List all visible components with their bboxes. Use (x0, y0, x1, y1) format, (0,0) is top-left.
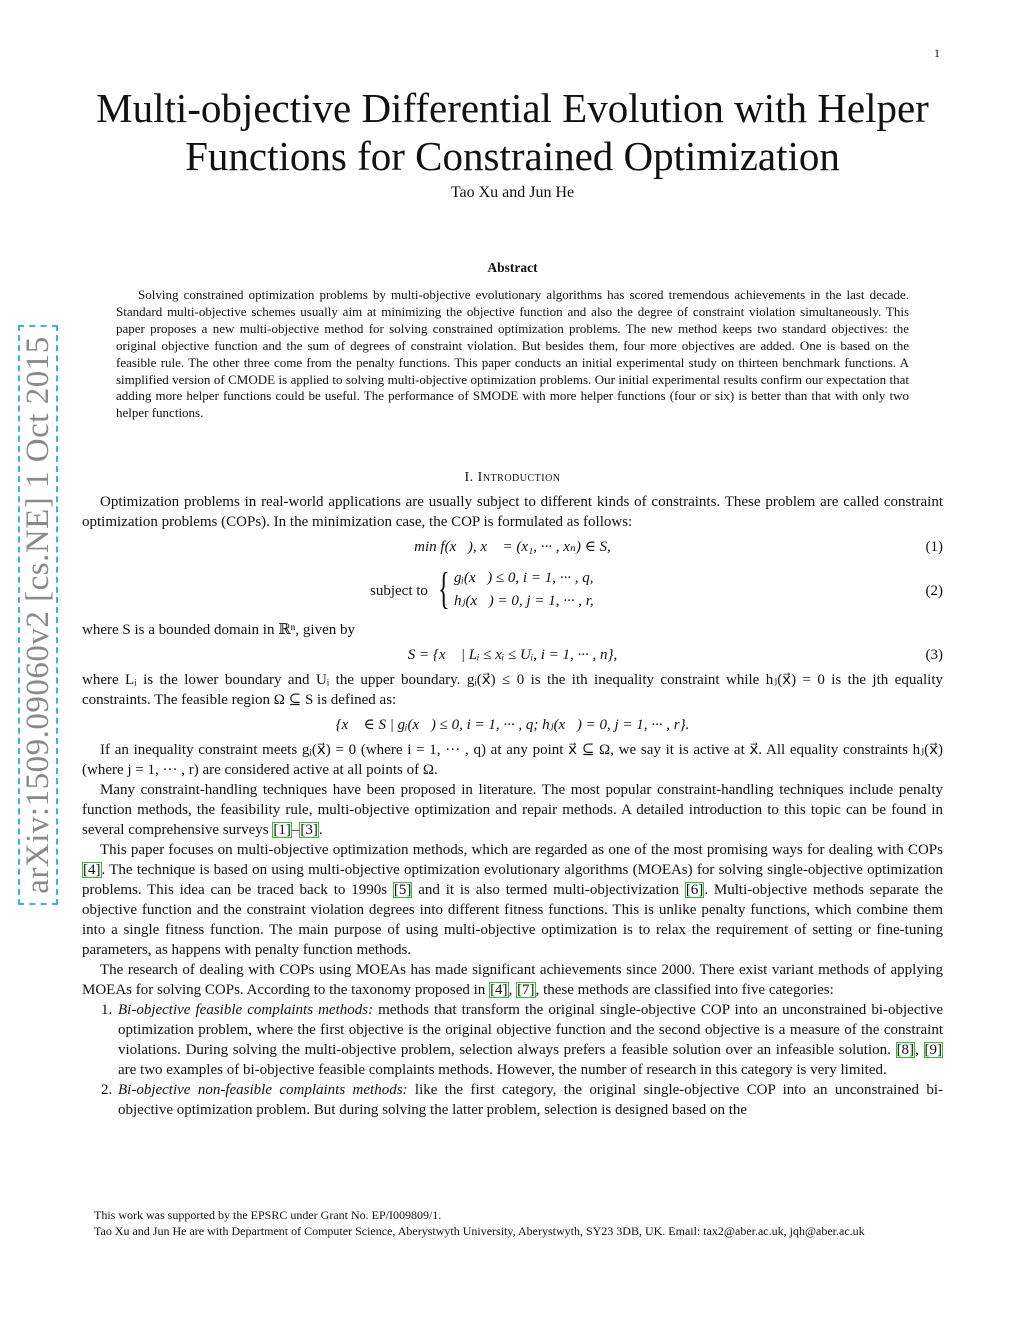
main-body (82, 492, 943, 1120)
arxiv-stamp[interactable]: arXiv:1509.09060v2 [cs.NE] 1 Oct 2015 (18, 325, 58, 905)
p6-text-b: . The technique is based on using multi-objective optimization evolutionary algorithms (MOEAs) for solving single-objective optimization problems. This idea can be traced back to 1990s (82, 862, 943, 898)
equation-1-body: min f(x⃗), x⃗ = (x₁, ··· , xₙ) ∈ S, (414, 539, 611, 555)
citation-3[interactable]: [3] (300, 822, 318, 838)
intro-paragraph-5 (82, 780, 943, 840)
equation-2-number: (2) (925, 583, 943, 599)
p5-text: Many constraint-handling techniques have been proposed in literature. The most popular constraint-handling techniques include penalty function methods, the feasibility rule, multi-objective optimization and repair methods. A detailed introduction to this topic can be found in several comprehensive surveys (82, 782, 943, 838)
category-1-text-b: are two examples of bi-objective feasible complaints methods. However, the number of research in this category is very limited. (118, 1062, 887, 1078)
intro-paragraph-7 (82, 960, 943, 1000)
citation-6[interactable]: [6] (685, 882, 704, 898)
p5-dash: – (291, 822, 300, 838)
intro-paragraph-3: where Lᵢ is the lower boundary and Uᵢ the upper boundary. gᵢ(x⃗) ≤ 0 is the ith inequality constraint while hⱼ(x⃗) = 0 is the jth equality constraints. The feasible region Ω ⊆ S is defined as: (82, 672, 943, 708)
intro-paragraph-4: If an inequality constraint meets gᵢ(x⃗) = 0 (where i = 1, ··· , q) at any point x⃗ ⊆ Ω, we say it is active at x⃗. All equality constraints hⱼ(x⃗) (where j = 1, ··· , r) are considered active at all points of Ω. (82, 742, 943, 778)
left-brace-symbol: { (438, 564, 450, 613)
category-list (82, 1000, 943, 1120)
p6-text-a: This paper focuses on multi-objective optimization methods, which are regarded as one of the most promising ways for dealing with COPs (100, 842, 943, 858)
section-heading-introduction (60, 470, 965, 486)
list-item (116, 1080, 943, 1120)
equation-2-line-2: hⱼ(x⃗) = 0, j = 1, ··· , r, (454, 593, 594, 609)
equation-2-line-1: gᵢ(x⃗) ≤ 0, i = 1, ··· , q, (454, 570, 594, 586)
p7-text-b: , these methods are classified into five categories: (535, 982, 834, 998)
p5-end: . (318, 822, 323, 838)
category-1-title: Bi-objective feasible complaints methods: (118, 1002, 374, 1018)
category-2-title: Bi-objective non-feasible complaints methods: (118, 1082, 408, 1098)
citation-1[interactable]: [1] (273, 822, 291, 838)
p6-text-c: and it is also termed multi-objectivization (412, 882, 685, 898)
intro-paragraph-1: Optimization problems in real-world applications are usually subject to different kinds of constraints. These problem are called constraint optimization problems (COPs). In the minimization case, the COP is formulated as follows: (82, 494, 943, 530)
category-1-sep: , (915, 1042, 924, 1058)
equation-3 (82, 640, 943, 670)
section-title-rest: ntroduction (482, 470, 561, 485)
citation-4[interactable]: [4] (83, 862, 101, 878)
footnote-affiliation: Tao Xu and Jun He are with Department of Computer Science, Aberystwyth University, Aberystwyth, SY23 3DB, UK. Email: tax2@aber.ac.uk, jqh@aber.ac.uk (94, 1223, 865, 1238)
p6-text-d: . Multi-objective methods separate the objective function and the constraint violation degrees into different fitness functions. This is unlike penalty functions, which combine them into a single fitness function. The main purpose of using multi-objective optimization is to relax the requirement of setting or fine-tuning parameters, as happens with penalty function methods. (82, 882, 943, 958)
intro-paragraph-2: where S is a bounded domain in ℝⁿ, given by (82, 622, 355, 638)
abstract-heading: Abstract (487, 260, 538, 275)
equation-4-body: {x⃗ ∈ S | gᵢ(x⃗) ≤ 0, i = 1, ··· , q; hⱼ(x⃗) = 0, j = 1, ··· , r}. (335, 717, 690, 733)
equation-4 (82, 710, 943, 740)
intro-paragraph-6 (82, 840, 943, 960)
footnotes (82, 1208, 943, 1239)
p7-sep: , (508, 982, 517, 998)
authors: Tao Xu and Jun He (450, 184, 575, 201)
citation-9[interactable]: [9] (924, 1042, 942, 1058)
equation-3-number: (3) (925, 647, 943, 663)
section-first-letter: I (477, 470, 483, 485)
paper-title: Multi-objective Differential Evolution with Helper Functions for Constrained Optimization (96, 85, 929, 179)
category-1-text-a: methods that transform the original single-objective COP into an unconstrained bi-objective optimization problem, where the first objective is the original objective function and the second objective is a measure of the constraint violations. During solving the multi-objective problem, selection always prefers a feasible solution over an infeasible solution. (118, 1002, 943, 1058)
equation-1 (82, 532, 943, 562)
p7-text-a: The research of dealing with COPs using MOEAs has made significant achievements since 2000. There exist variant methods of applying MOEAs for solving COPs. According to the taxonomy proposed in (82, 962, 943, 998)
list-item (116, 1000, 943, 1080)
citation-5[interactable]: [5] (393, 882, 412, 898)
equation-3-body: S = {x⃗ | Lᵢ ≤ xᵢ ≤ Uᵢ, i = 1, ··· , n}, (407, 647, 618, 663)
equation-1-number: (1) (925, 539, 943, 555)
section-numeral: I. (464, 470, 478, 485)
equation-2 (82, 564, 943, 618)
footnote-funding: This work was supported by the EPSRC under Grant No. EP/I009809/1. (94, 1208, 442, 1222)
citation-7[interactable]: [7] (517, 982, 535, 998)
abstract-text: Solving constrained optimization problems by multi-objective evolutionary algorithms has scored tremendous achievements in the last decade. Standard multi-objective schemes usually aim at minimizing the objective function and also the degree of constraint violation simultaneously. This paper proposes a new multi-objective method for solving constrained optimization problems. The new method keeps two standard objectives: the original objective function and the sum of degrees of constraint violation. But besides them, four more objectives are added. One is based on the feasible rule. The other three come from the penalty functions. This paper conducts an initial experimental study on thirteen benchmark functions. A simplified version of CMODE is applied to solving multi-objective optimization problems. Our initial experimental results confirm our expectation that adding more helper functions could be useful. The performance of SMODE with more helper functions (four or six) is better than that with only two helper functions. (116, 287, 909, 421)
citation-4b[interactable]: [4] (490, 982, 508, 998)
citation-8[interactable]: [8] (896, 1042, 915, 1058)
category-2-text: like the first category, the original single-objective COP into an unconstrained bi-objective optimization problem. But during solving the latter problem, selection is designed based on the (118, 1082, 943, 1118)
equation-2-label: subject to (370, 583, 428, 599)
page-number: 1 (934, 46, 940, 60)
